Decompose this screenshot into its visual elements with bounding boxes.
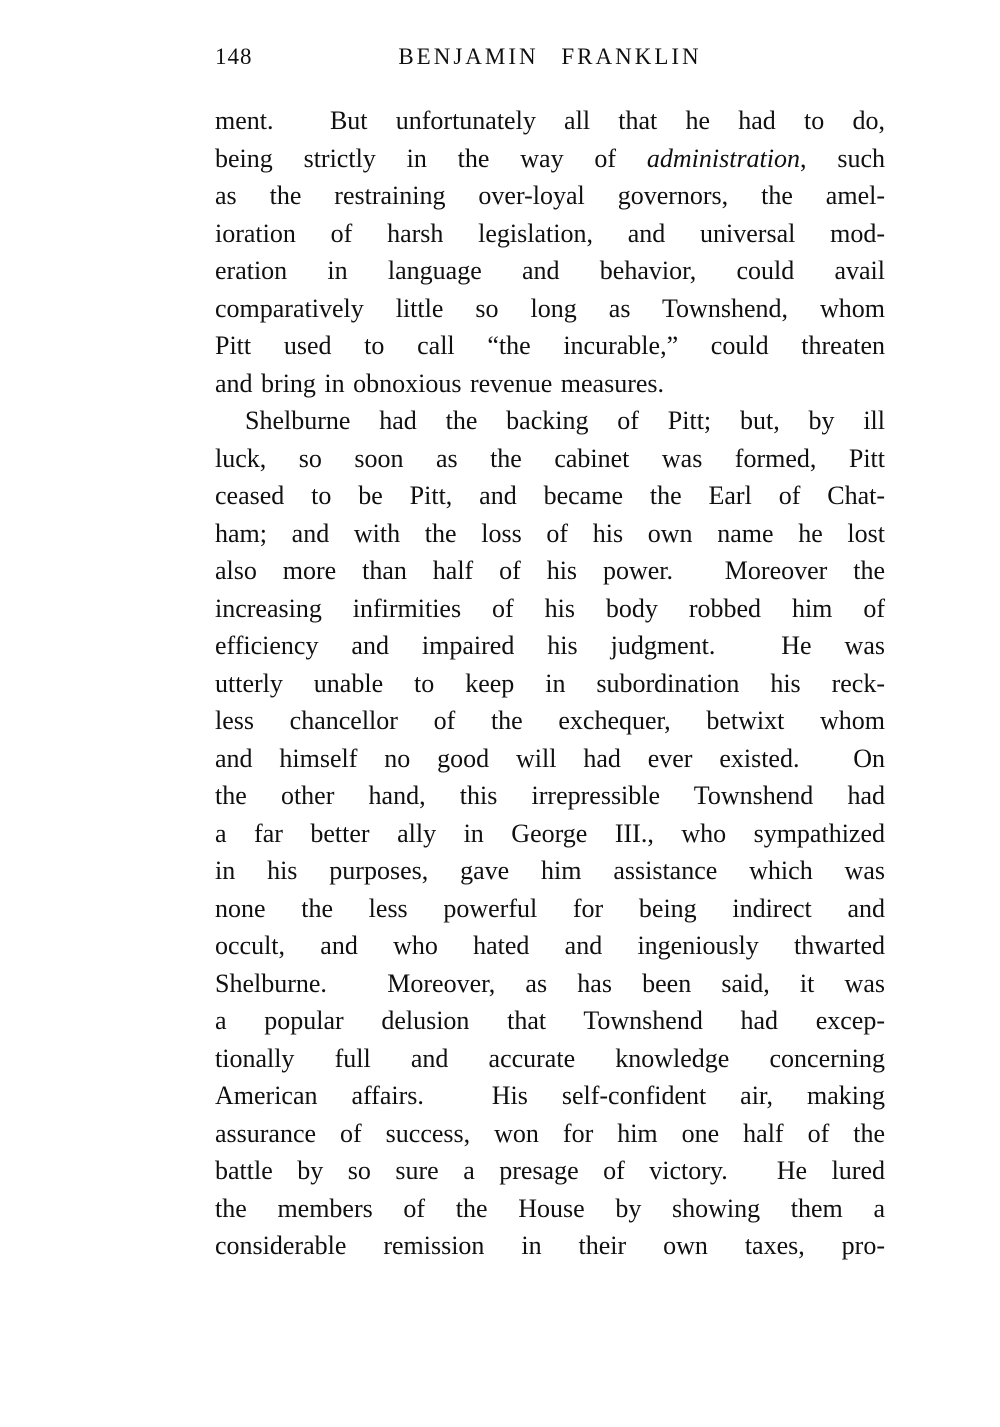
paragraph xyxy=(215,102,885,402)
text-line xyxy=(215,740,885,778)
text-line xyxy=(215,402,885,440)
text-segment: ioration of harsh legislation, and universal mod- xyxy=(215,218,885,248)
text-line xyxy=(215,665,885,703)
text-line xyxy=(215,777,885,815)
text-segment: and bring in obnoxious revenue measures. xyxy=(215,368,665,398)
text-line xyxy=(215,590,885,628)
text-line xyxy=(215,1190,885,1228)
text-segment: comparatively little so long as Townshend, whom xyxy=(215,293,885,323)
text-line xyxy=(215,890,885,928)
text-segment: in his purposes, gave him assistance which was xyxy=(215,856,885,885)
text-line xyxy=(215,1227,885,1265)
text-segment: the other hand, this irrepressible Townshend had xyxy=(215,781,885,810)
running-header xyxy=(215,44,885,72)
text-segment: Shelburne had the backing of Pitt; but, by ill xyxy=(245,406,885,435)
text-segment: efficiency and impaired his judgment. He was xyxy=(215,631,885,660)
text-line xyxy=(215,852,885,890)
text-segment: considerable remission in their own taxes, pro- xyxy=(215,1231,885,1260)
text-line xyxy=(215,627,885,665)
text-line xyxy=(215,1002,885,1040)
text-segment: tionally full and accurate knowledge concerning xyxy=(215,1043,885,1073)
text-line xyxy=(215,290,885,328)
text-segment: ment. But unfortunately all that he had to do, xyxy=(215,106,885,135)
text-segment: a far better ally in George III., who sympathized xyxy=(215,818,885,848)
text-segment: luck, so soon as the cabinet was formed, Pitt xyxy=(215,443,885,473)
text-segment: ceased to be Pitt, and became the Earl of Chat- xyxy=(215,481,885,510)
text-segment: being strictly in the way of xyxy=(215,143,647,173)
text-line xyxy=(215,552,885,590)
text-line xyxy=(215,252,885,290)
text-segment: utterly unable to keep in subordination his reck- xyxy=(215,668,885,698)
text-segment: a popular delusion that Townshend had excep- xyxy=(215,1006,885,1035)
text-line xyxy=(215,102,885,140)
text-segment: also more than half of his power. Moreover the xyxy=(215,556,885,585)
text-line xyxy=(215,177,885,215)
text-line xyxy=(215,327,885,365)
text-line xyxy=(215,440,885,478)
text-line xyxy=(215,927,885,965)
text-segment: increasing infirmities of his body robbed him of xyxy=(215,593,885,623)
text-line xyxy=(215,477,885,515)
text-line xyxy=(215,215,885,253)
text-segment: less chancellor of the exchequer, betwixt whom xyxy=(215,706,885,735)
text-segment: ham; and with the loss of his own name he lost xyxy=(215,518,885,548)
text-segment: Shelburne. Moreover, as has been said, it was xyxy=(215,968,885,998)
text-line xyxy=(215,1152,885,1190)
text-segment: battle by so sure a presage of victory. He lured xyxy=(215,1156,885,1185)
text-line xyxy=(215,702,885,740)
text-line xyxy=(215,140,885,178)
text-block xyxy=(215,102,885,1265)
text-line xyxy=(215,815,885,853)
page-number: 148 xyxy=(215,44,253,69)
text-line xyxy=(215,365,885,403)
text-line xyxy=(215,965,885,1003)
text-segment: occult, and who hated and ingeniously thwarted xyxy=(215,931,885,960)
text-segment: , such xyxy=(800,143,885,173)
text-segment: the members of the House by showing them a xyxy=(215,1193,885,1223)
running-header-title: BENJAMIN FRANKLIN xyxy=(398,44,702,69)
text-segment: eration in language and behavior, could avail xyxy=(215,256,885,285)
text-line xyxy=(215,1077,885,1115)
text-line xyxy=(215,1040,885,1078)
paragraph xyxy=(215,402,885,1265)
text-line xyxy=(215,515,885,553)
text-segment: American affairs. His self-confident air, making xyxy=(215,1081,885,1110)
text-segment: and himself no good will had ever existed. On xyxy=(215,743,885,773)
italic-text: administration xyxy=(646,143,801,173)
text-segment: as the restraining over-loyal governors, the amel- xyxy=(215,181,885,210)
text-segment: Pitt used to call “the incurable,” could threaten xyxy=(215,331,885,360)
text-segment: assurance of success, won for him one half of the xyxy=(215,1118,885,1148)
text-segment: none the less powerful for being indirect and xyxy=(215,893,885,923)
text-line xyxy=(215,1115,885,1153)
